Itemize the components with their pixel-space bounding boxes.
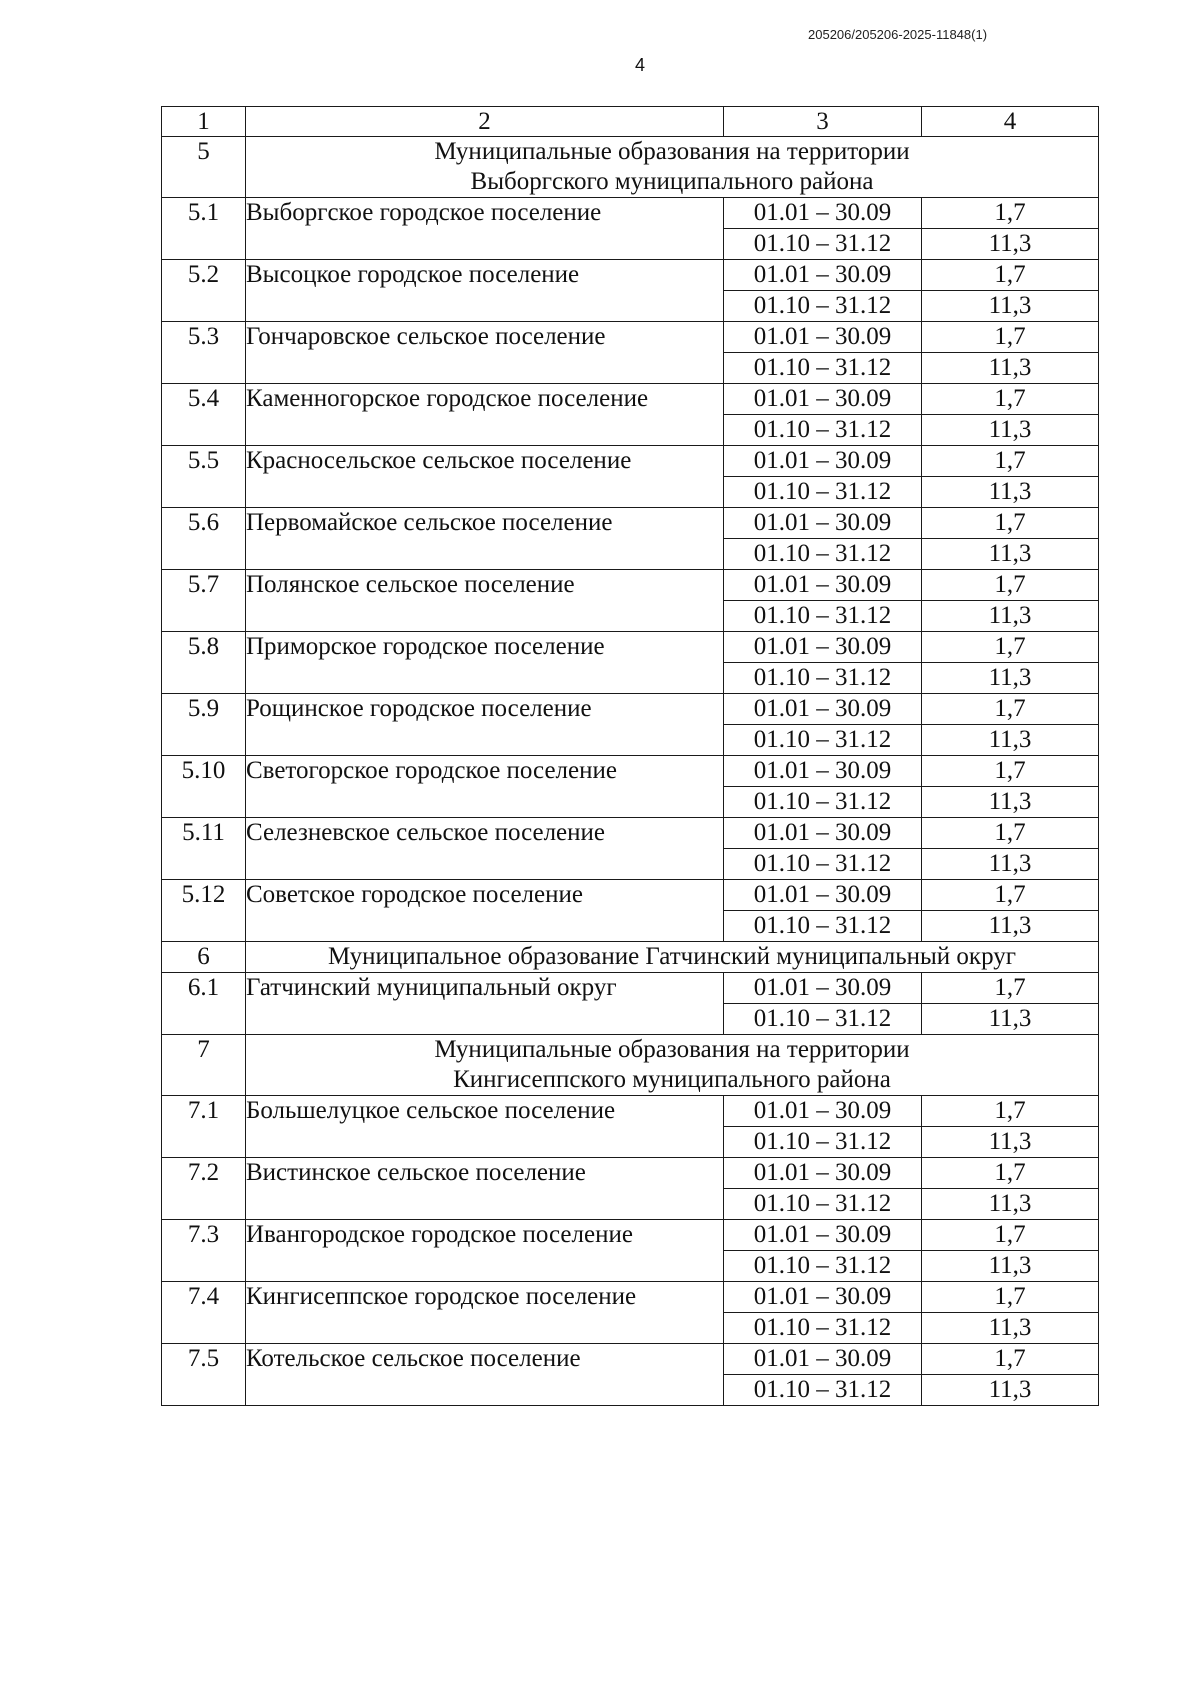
item-number: 7.4	[162, 1282, 246, 1344]
municipality-name: Ивангородское городское поселение	[246, 1220, 724, 1282]
value-cell: 11,3	[922, 787, 1099, 818]
value-cell: 11,3	[922, 1313, 1099, 1344]
period-cell: 01.10 – 31.12	[724, 1189, 922, 1220]
period-cell: 01.10 – 31.12	[724, 229, 922, 260]
period-cell: 01.01 – 30.09	[724, 198, 922, 229]
period-cell: 01.01 – 30.09	[724, 260, 922, 291]
period-cell: 01.10 – 31.12	[724, 1004, 922, 1035]
table-row	[162, 322, 1099, 353]
table-row	[162, 570, 1099, 601]
period-cell: 01.10 – 31.12	[724, 291, 922, 322]
section-header-row	[162, 942, 1099, 973]
municipality-name: Высоцкое городское поселение	[246, 260, 724, 322]
period-cell: 01.01 – 30.09	[724, 1344, 922, 1375]
table-row	[162, 1344, 1099, 1375]
table-row	[162, 632, 1099, 663]
table-row	[162, 756, 1099, 787]
period-cell: 01.10 – 31.12	[724, 725, 922, 756]
period-cell: 01.01 – 30.09	[724, 973, 922, 1004]
value-cell: 1,7	[922, 1344, 1099, 1375]
column-number: 4	[922, 107, 1099, 137]
rates-table	[161, 106, 1099, 1406]
period-cell: 01.10 – 31.12	[724, 415, 922, 446]
value-cell: 11,3	[922, 1127, 1099, 1158]
period-cell: 01.10 – 31.12	[724, 911, 922, 942]
item-number: 7.5	[162, 1344, 246, 1406]
section-title-line: Муниципальное образование Гатчинский муниципальный округ	[327, 943, 1016, 970]
item-number: 5.5	[162, 446, 246, 508]
period-cell: 01.10 – 31.12	[724, 477, 922, 508]
column-number-row	[162, 107, 1099, 137]
table-row	[162, 1220, 1099, 1251]
section-title-line: Выборгского муниципального района	[470, 168, 874, 195]
item-number: 5.7	[162, 570, 246, 632]
section-title-line: Муниципальные образования на территории	[434, 1036, 910, 1063]
municipality-name: Котельское сельское поселение	[246, 1344, 724, 1406]
value-cell: 11,3	[922, 415, 1099, 446]
municipality-name: Красносельское сельское поселение	[246, 446, 724, 508]
column-number: 1	[162, 107, 246, 137]
item-number: 5.8	[162, 632, 246, 694]
section-title	[246, 1035, 1099, 1096]
period-cell: 01.10 – 31.12	[724, 1251, 922, 1282]
value-cell: 11,3	[922, 1375, 1099, 1406]
period-cell: 01.01 – 30.09	[724, 880, 922, 911]
item-number: 7.2	[162, 1158, 246, 1220]
period-cell: 01.10 – 31.12	[724, 353, 922, 384]
period-cell: 01.10 – 31.12	[724, 1313, 922, 1344]
section-number: 6	[162, 942, 246, 973]
value-cell: 11,3	[922, 1189, 1099, 1220]
municipality-name: Приморское городское поселение	[246, 632, 724, 694]
value-cell: 11,3	[922, 353, 1099, 384]
period-cell: 01.01 – 30.09	[724, 694, 922, 725]
municipality-name: Светогорское городское поселение	[246, 756, 724, 818]
item-number: 6.1	[162, 973, 246, 1035]
item-number: 5.10	[162, 756, 246, 818]
period-cell: 01.01 – 30.09	[724, 384, 922, 415]
value-cell: 1,7	[922, 322, 1099, 353]
item-number: 5.11	[162, 818, 246, 880]
table-row	[162, 973, 1099, 1004]
table-row	[162, 1282, 1099, 1313]
document-id: 205206/205206-2025-11848(1)	[808, 27, 988, 42]
municipality-name: Вистинское сельское поселение	[246, 1158, 724, 1220]
value-cell: 11,3	[922, 477, 1099, 508]
municipality-name: Первомайское сельское поселение	[246, 508, 724, 570]
municipality-name: Большелуцкое сельское поселение	[246, 1096, 724, 1158]
value-cell: 11,3	[922, 291, 1099, 322]
value-cell: 1,7	[922, 1096, 1099, 1127]
item-number: 5.4	[162, 384, 246, 446]
value-cell: 1,7	[922, 818, 1099, 849]
item-number: 5.3	[162, 322, 246, 384]
period-cell: 01.01 – 30.09	[724, 632, 922, 663]
period-cell: 01.01 – 30.09	[724, 322, 922, 353]
value-cell: 1,7	[922, 694, 1099, 725]
value-cell: 1,7	[922, 260, 1099, 291]
municipality-name: Советское городское поселение	[246, 880, 724, 942]
period-cell: 01.10 – 31.12	[724, 1375, 922, 1406]
period-cell: 01.01 – 30.09	[724, 508, 922, 539]
period-cell: 01.10 – 31.12	[724, 849, 922, 880]
item-number: 7.3	[162, 1220, 246, 1282]
section-title-line: Муниципальные образования на территории	[434, 138, 910, 165]
section-title	[246, 942, 1099, 973]
period-cell: 01.10 – 31.12	[724, 1127, 922, 1158]
period-cell: 01.01 – 30.09	[724, 570, 922, 601]
value-cell: 11,3	[922, 539, 1099, 570]
value-cell: 11,3	[922, 1251, 1099, 1282]
municipality-name: Гончаровское сельское поселение	[246, 322, 724, 384]
period-cell: 01.01 – 30.09	[724, 756, 922, 787]
value-cell: 1,7	[922, 1220, 1099, 1251]
item-number: 5.2	[162, 260, 246, 322]
value-cell: 1,7	[922, 570, 1099, 601]
section-header-row	[162, 1035, 1099, 1096]
item-number: 5.9	[162, 694, 246, 756]
period-cell: 01.01 – 30.09	[724, 1158, 922, 1189]
value-cell: 1,7	[922, 384, 1099, 415]
value-cell: 11,3	[922, 725, 1099, 756]
section-title	[246, 137, 1099, 198]
section-number: 5	[162, 137, 246, 198]
value-cell: 1,7	[922, 198, 1099, 229]
column-number: 3	[724, 107, 922, 137]
value-cell: 1,7	[922, 756, 1099, 787]
table-row	[162, 446, 1099, 477]
value-cell: 1,7	[922, 880, 1099, 911]
value-cell: 11,3	[922, 1004, 1099, 1035]
period-cell: 01.10 – 31.12	[724, 787, 922, 818]
municipality-name: Выборгское городское поселение	[246, 198, 724, 260]
value-cell: 11,3	[922, 663, 1099, 694]
section-header-row	[162, 137, 1099, 198]
municipality-name: Гатчинский муниципальный округ	[246, 973, 724, 1035]
value-cell: 1,7	[922, 632, 1099, 663]
item-number: 5.6	[162, 508, 246, 570]
section-number: 7	[162, 1035, 246, 1096]
period-cell: 01.01 – 30.09	[724, 1096, 922, 1127]
table-row	[162, 384, 1099, 415]
period-cell: 01.01 – 30.09	[724, 1282, 922, 1313]
value-cell: 1,7	[922, 1158, 1099, 1189]
value-cell: 11,3	[922, 229, 1099, 260]
period-cell: 01.01 – 30.09	[724, 818, 922, 849]
value-cell: 11,3	[922, 849, 1099, 880]
section-title-line: Кингисеппского муниципального района	[453, 1066, 891, 1093]
period-cell: 01.01 – 30.09	[724, 446, 922, 477]
page-number: 4	[634, 55, 645, 75]
value-cell: 1,7	[922, 1282, 1099, 1313]
table-row	[162, 818, 1099, 849]
table-row	[162, 508, 1099, 539]
municipality-name: Кингисеппское городское поселение	[246, 1282, 724, 1344]
value-cell: 11,3	[922, 601, 1099, 632]
table-row	[162, 880, 1099, 911]
column-number: 2	[246, 107, 724, 137]
period-cell: 01.10 – 31.12	[724, 539, 922, 570]
item-number: 7.1	[162, 1096, 246, 1158]
table-row	[162, 198, 1099, 229]
table-row	[162, 1096, 1099, 1127]
value-cell: 1,7	[922, 973, 1099, 1004]
table-row	[162, 260, 1099, 291]
table-row	[162, 694, 1099, 725]
table-row	[162, 1158, 1099, 1189]
value-cell: 11,3	[922, 911, 1099, 942]
period-cell: 01.10 – 31.12	[724, 601, 922, 632]
municipality-name: Рощинское городское поселение	[246, 694, 724, 756]
value-cell: 1,7	[922, 446, 1099, 477]
period-cell: 01.01 – 30.09	[724, 1220, 922, 1251]
municipality-name: Полянское сельское поселение	[246, 570, 724, 632]
period-cell: 01.10 – 31.12	[724, 663, 922, 694]
item-number: 5.12	[162, 880, 246, 942]
municipality-name: Каменногорское городское поселение	[246, 384, 724, 446]
municipality-name: Селезневское сельское поселение	[246, 818, 724, 880]
value-cell: 1,7	[922, 508, 1099, 539]
item-number: 5.1	[162, 198, 246, 260]
